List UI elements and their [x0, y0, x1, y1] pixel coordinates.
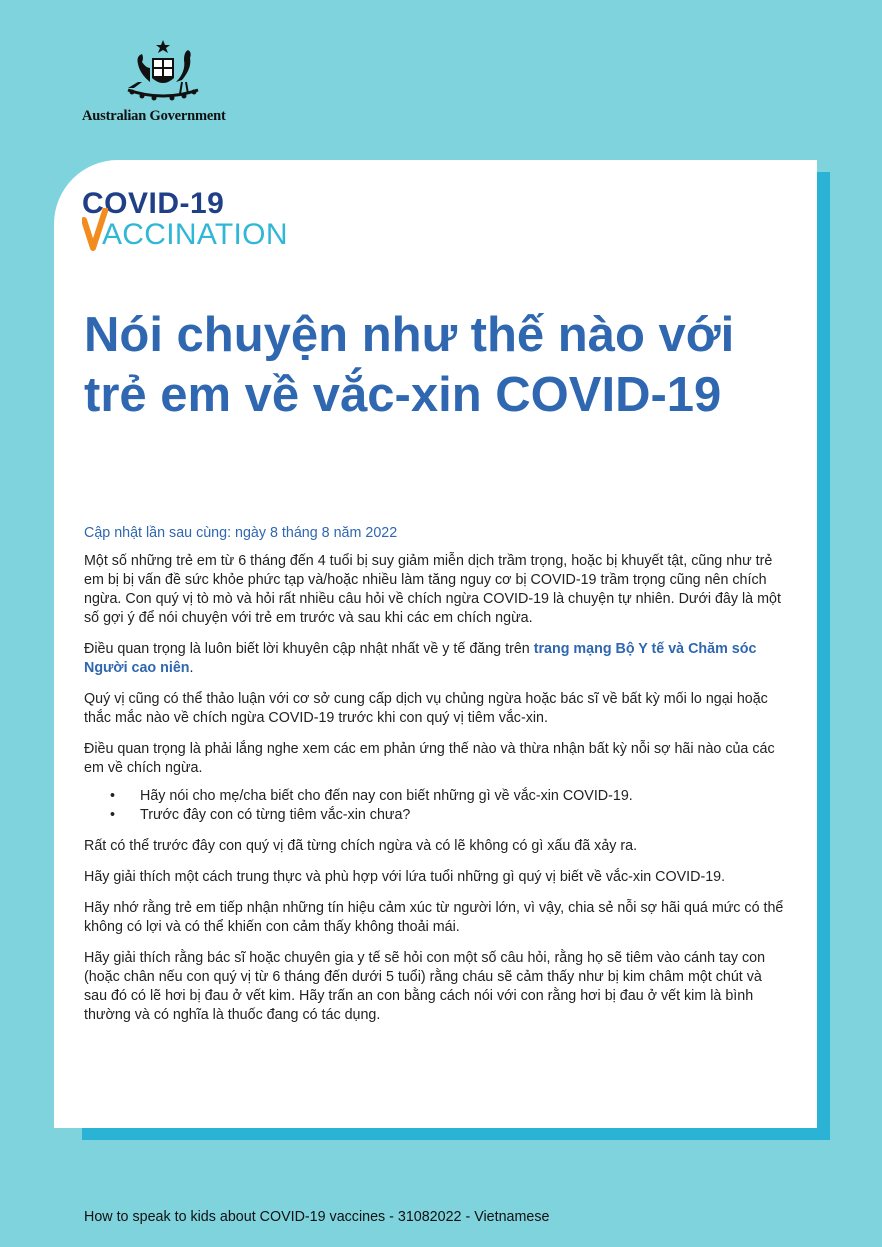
paragraph-explain: Hãy giải thích một cách trung thực và phù hợp với lứa tuổi những gì quý vị biết về vắc-xin COVID-19.: [84, 869, 726, 885]
page-title: Nói chuyện như thế nào với trẻ em về vắc-xin COVID-19: [84, 308, 735, 422]
paragraph-advice: [84, 640, 784, 678]
paragraph-intro: Một số những trẻ em từ 6 tháng đến 4 tuổi bị suy giảm miễn dịch trầm trọng, hoặc bị khuyết tật, cũng như trẻ em bị bị vấn đề sức khỏe phức tạp và/hoặc nhiều làm tăng nguy cơ bị COVID-19 trầm trọng cũng nên chích ngừa. Con quý vị tò mò và hỏi rất nhiều câu hỏi về chích ngừa COVID-19 là chuyện tự nhiên. Dưới đây là một số gợi ý để nói chuyện với trẻ em trước và sau khi các em chích ngừa.: [84, 553, 781, 626]
list-item: • Hãy nói cho mẹ/cha biết cho đến nay con biết những gì về vắc-xin COVID-19.: [84, 787, 784, 806]
document-body: [84, 524, 784, 1037]
health-department-link[interactable]: trang mạng Bộ Y tế và Chăm sóc Người cao niên: [84, 641, 757, 676]
covid-vaccination-logo: [82, 188, 322, 252]
last-updated: Cập nhật lần sau cùng: ngày 8 tháng 8 năm 2022: [84, 525, 398, 541]
question-list: [84, 787, 784, 825]
paragraph-advice-end: .: [189, 660, 194, 676]
paragraph-emotions: Hãy nhớ rằng trẻ em tiếp nhận những tín hiệu cảm xúc từ người lớn, vì vậy, chia sẻ nỗi sợ hãi quá mức có thể không có lợi và có thể khiến con cảm thấy không thoải mái.: [84, 900, 784, 935]
coat-of-arms-icon: [122, 38, 204, 104]
page-footer: How to speak to kids about COVID-19 vaccines - 31082022 - Vietnamese: [84, 1209, 550, 1225]
logo-line2: ACCINATION: [102, 218, 288, 251]
paragraph-advice-text: Điều quan trọng là luôn biết lời khuyên cập nhật nhất về y tế đăng trên: [84, 641, 534, 657]
paragraph-procedure: Hãy giải thích rằng bác sĩ hoặc chuyên gia y tế sẽ hỏi con một số câu hỏi, rằng họ sẽ tiêm vào cánh tay con (hoặc chân nếu con quý vị từ 6 tháng đến dưới 5 tuổi) rằng cháu sẽ cảm thấy như bị kim châm một chút và sau đó có lẽ hơi bị đau ở vết kim. Hãy trấn an con bằng cách nói với con rằng hơi bị đau ở vết kim là bình thường và có nghĩa là thuốc đang có tác dụng.: [84, 950, 766, 1023]
list-item: • Trước đây con có từng tiêm vắc-xin chưa?: [84, 806, 784, 825]
government-name: Australian Government: [82, 108, 226, 124]
paragraph-provider: Quý vị cũng có thể thảo luận với cơ sở cung cấp dịch vụ chủng ngừa hoặc bác sĩ về bất kỳ mối lo ngại hoặc thắc mắc nào về chích ngừa COVID-19 trước khi con quý vị tiêm vắc-xin.: [84, 691, 768, 726]
logo-line1: COVID-19: [82, 187, 225, 220]
paragraph-prior: Rất có thể trước đây con quý vị đã từng chích ngừa và có lẽ không có gì xấu đã xảy ra.: [84, 838, 638, 854]
paragraph-listen: Điều quan trọng là phải lắng nghe xem các em phản ứng thế nào và thừa nhận bất kỳ nỗi sợ hãi nào của các em về chích ngừa.: [84, 741, 775, 776]
